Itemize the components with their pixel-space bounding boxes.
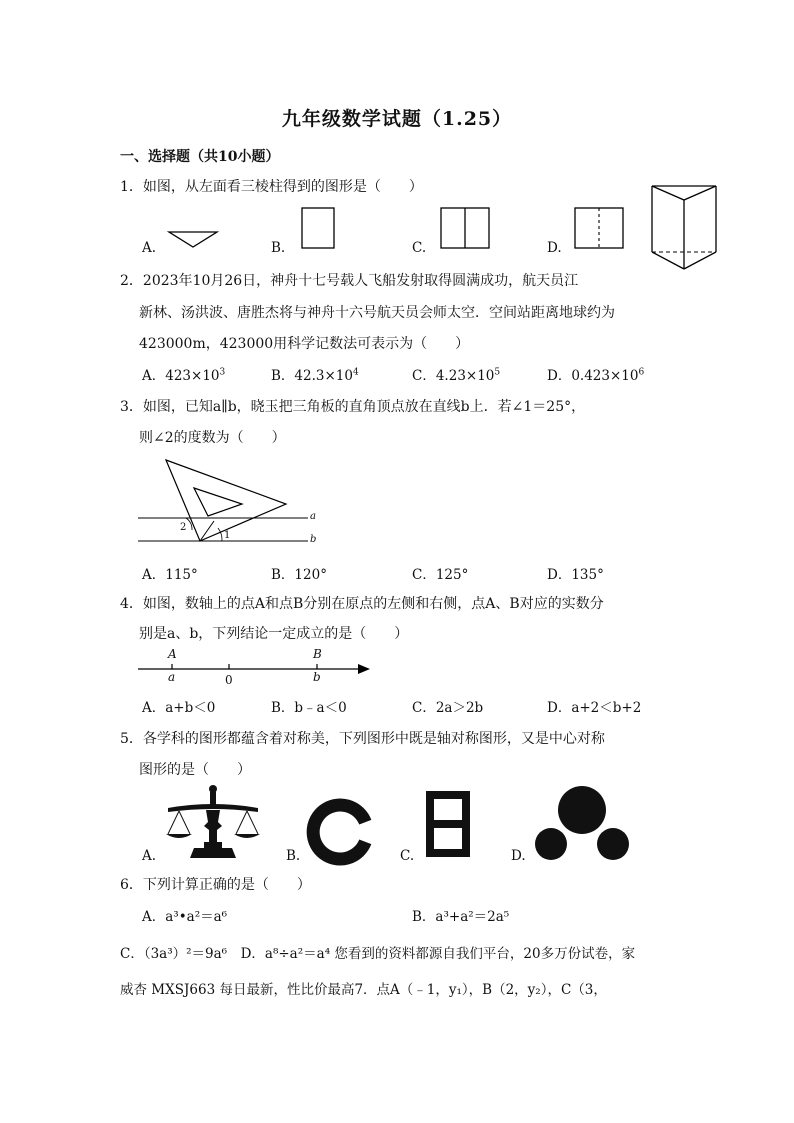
q4-option-b: B．b﹣a＜0	[271, 700, 347, 716]
q3-stem-line2: 则∠2的度数为（ ）	[139, 430, 286, 446]
q5-three-circles-figure	[534, 786, 630, 864]
q2-stem-line1: 2．2023年10月26日，神舟十七号载人飞船发射取得圆满成功，航天员江	[120, 273, 579, 289]
q1-option-a-triangle	[168, 231, 220, 251]
q1-option-d-label: D.	[547, 240, 562, 256]
q4-point-b-label: B	[313, 647, 322, 661]
q3-label-a: a	[310, 511, 316, 522]
q5-c-ring-figure	[307, 799, 373, 865]
q7-line: 威杏 MXSJ663 每日最新，性比价最高7．点A（﹣1，y₁），B（2，y₂），C（3，	[120, 982, 607, 998]
q3-option-a: A．115°	[142, 567, 198, 583]
q2-option-a: A．$423\times 10^3$	[142, 367, 226, 384]
q5-scale-figure	[164, 784, 262, 862]
q5-option-d-label: D.	[511, 848, 526, 864]
q3-label-angle2: 2	[180, 522, 187, 533]
q2-stem-line2: 新林、汤洪波、唐胜杰将与神舟十六号航天员会师太空．空间站距离地球约为	[139, 305, 615, 321]
q1-option-c-label: C.	[412, 240, 427, 256]
q3-triangle-figure	[136, 456, 326, 551]
q2-option-c: C．$4.23\times 10^5$	[412, 367, 501, 384]
q4-origin: 0	[225, 673, 233, 687]
q5-stem-line1: 5．各学科的图形都蕴含着对称美，下列图形中既是轴对称图形，又是中心对称	[120, 731, 605, 747]
q1-option-d-rect	[574, 207, 626, 251]
q3-label-b: b	[310, 534, 317, 545]
q5-option-c-label: C.	[400, 848, 415, 864]
q3-label-angle1: 1	[224, 530, 231, 541]
q3-option-d: D．135°	[547, 567, 604, 583]
q5-option-b-label: B.	[286, 848, 301, 864]
q4-stem-line2: 别是a、b，下列结论一定成立的是（ ）	[139, 626, 409, 642]
q3-option-b: B．120°	[271, 567, 327, 583]
q4-option-c: C．2a＞2b	[412, 700, 484, 716]
q4-point-a-label: A	[168, 647, 177, 661]
q5-option-a-label: A.	[142, 848, 157, 864]
q2-option-b: B．$42.3\times 10^4$	[271, 367, 359, 384]
q1-prism-figure	[650, 183, 720, 275]
q6-stem: 6．下列计算正确的是（ ）	[120, 877, 311, 893]
q6-option-b: B．a³+a²＝2a⁵	[412, 909, 510, 925]
q2-stem-line3: 423000m，423000用科学记数法可表示为（ ）	[139, 336, 470, 352]
q4-option-a: A．a+b＜0	[142, 700, 216, 716]
q1-option-b-rect	[301, 207, 337, 251]
q6-option-a: A．a³•a²＝a⁶	[142, 909, 228, 925]
q4-value-a: a	[168, 670, 176, 684]
page-title: 九年级数学试题（1.25）	[281, 108, 513, 130]
q1-stem: 1．如图，从左面看三棱柱得到的图形是（ ）	[120, 179, 423, 195]
q1-option-c-rect	[440, 207, 492, 251]
q3-option-c: C．125°	[412, 567, 469, 583]
q4-value-b: b	[313, 670, 321, 684]
q4-stem-line1: 4．如图，数轴上的点A和点B分别在原点的左侧和右侧，点A、B对应的实数分	[120, 596, 604, 612]
q3-stem-line1: 3．如图，已知a∥b，晓玉把三角板的直角顶点放在直线b上．若∠1＝25°，	[120, 399, 586, 415]
q1-option-b-label: B.	[271, 240, 286, 256]
q4-option-d: D．a+2＜b+2	[547, 700, 642, 716]
q2-option-d: D．$0.423\times 10^6$	[547, 367, 645, 384]
q5-stem-line2: 图形的是（ ）	[139, 762, 251, 778]
q5-frame-figure	[426, 791, 472, 859]
q1-option-a-label: A.	[142, 240, 157, 256]
section-heading: 一、选择题（共10小题）	[120, 149, 280, 165]
q6-line3: C．（3a³）²＝9a⁶ D．a⁸÷a²＝a⁴ 您看到的资料都源自我们平台，20多万份试卷，家	[120, 946, 636, 962]
